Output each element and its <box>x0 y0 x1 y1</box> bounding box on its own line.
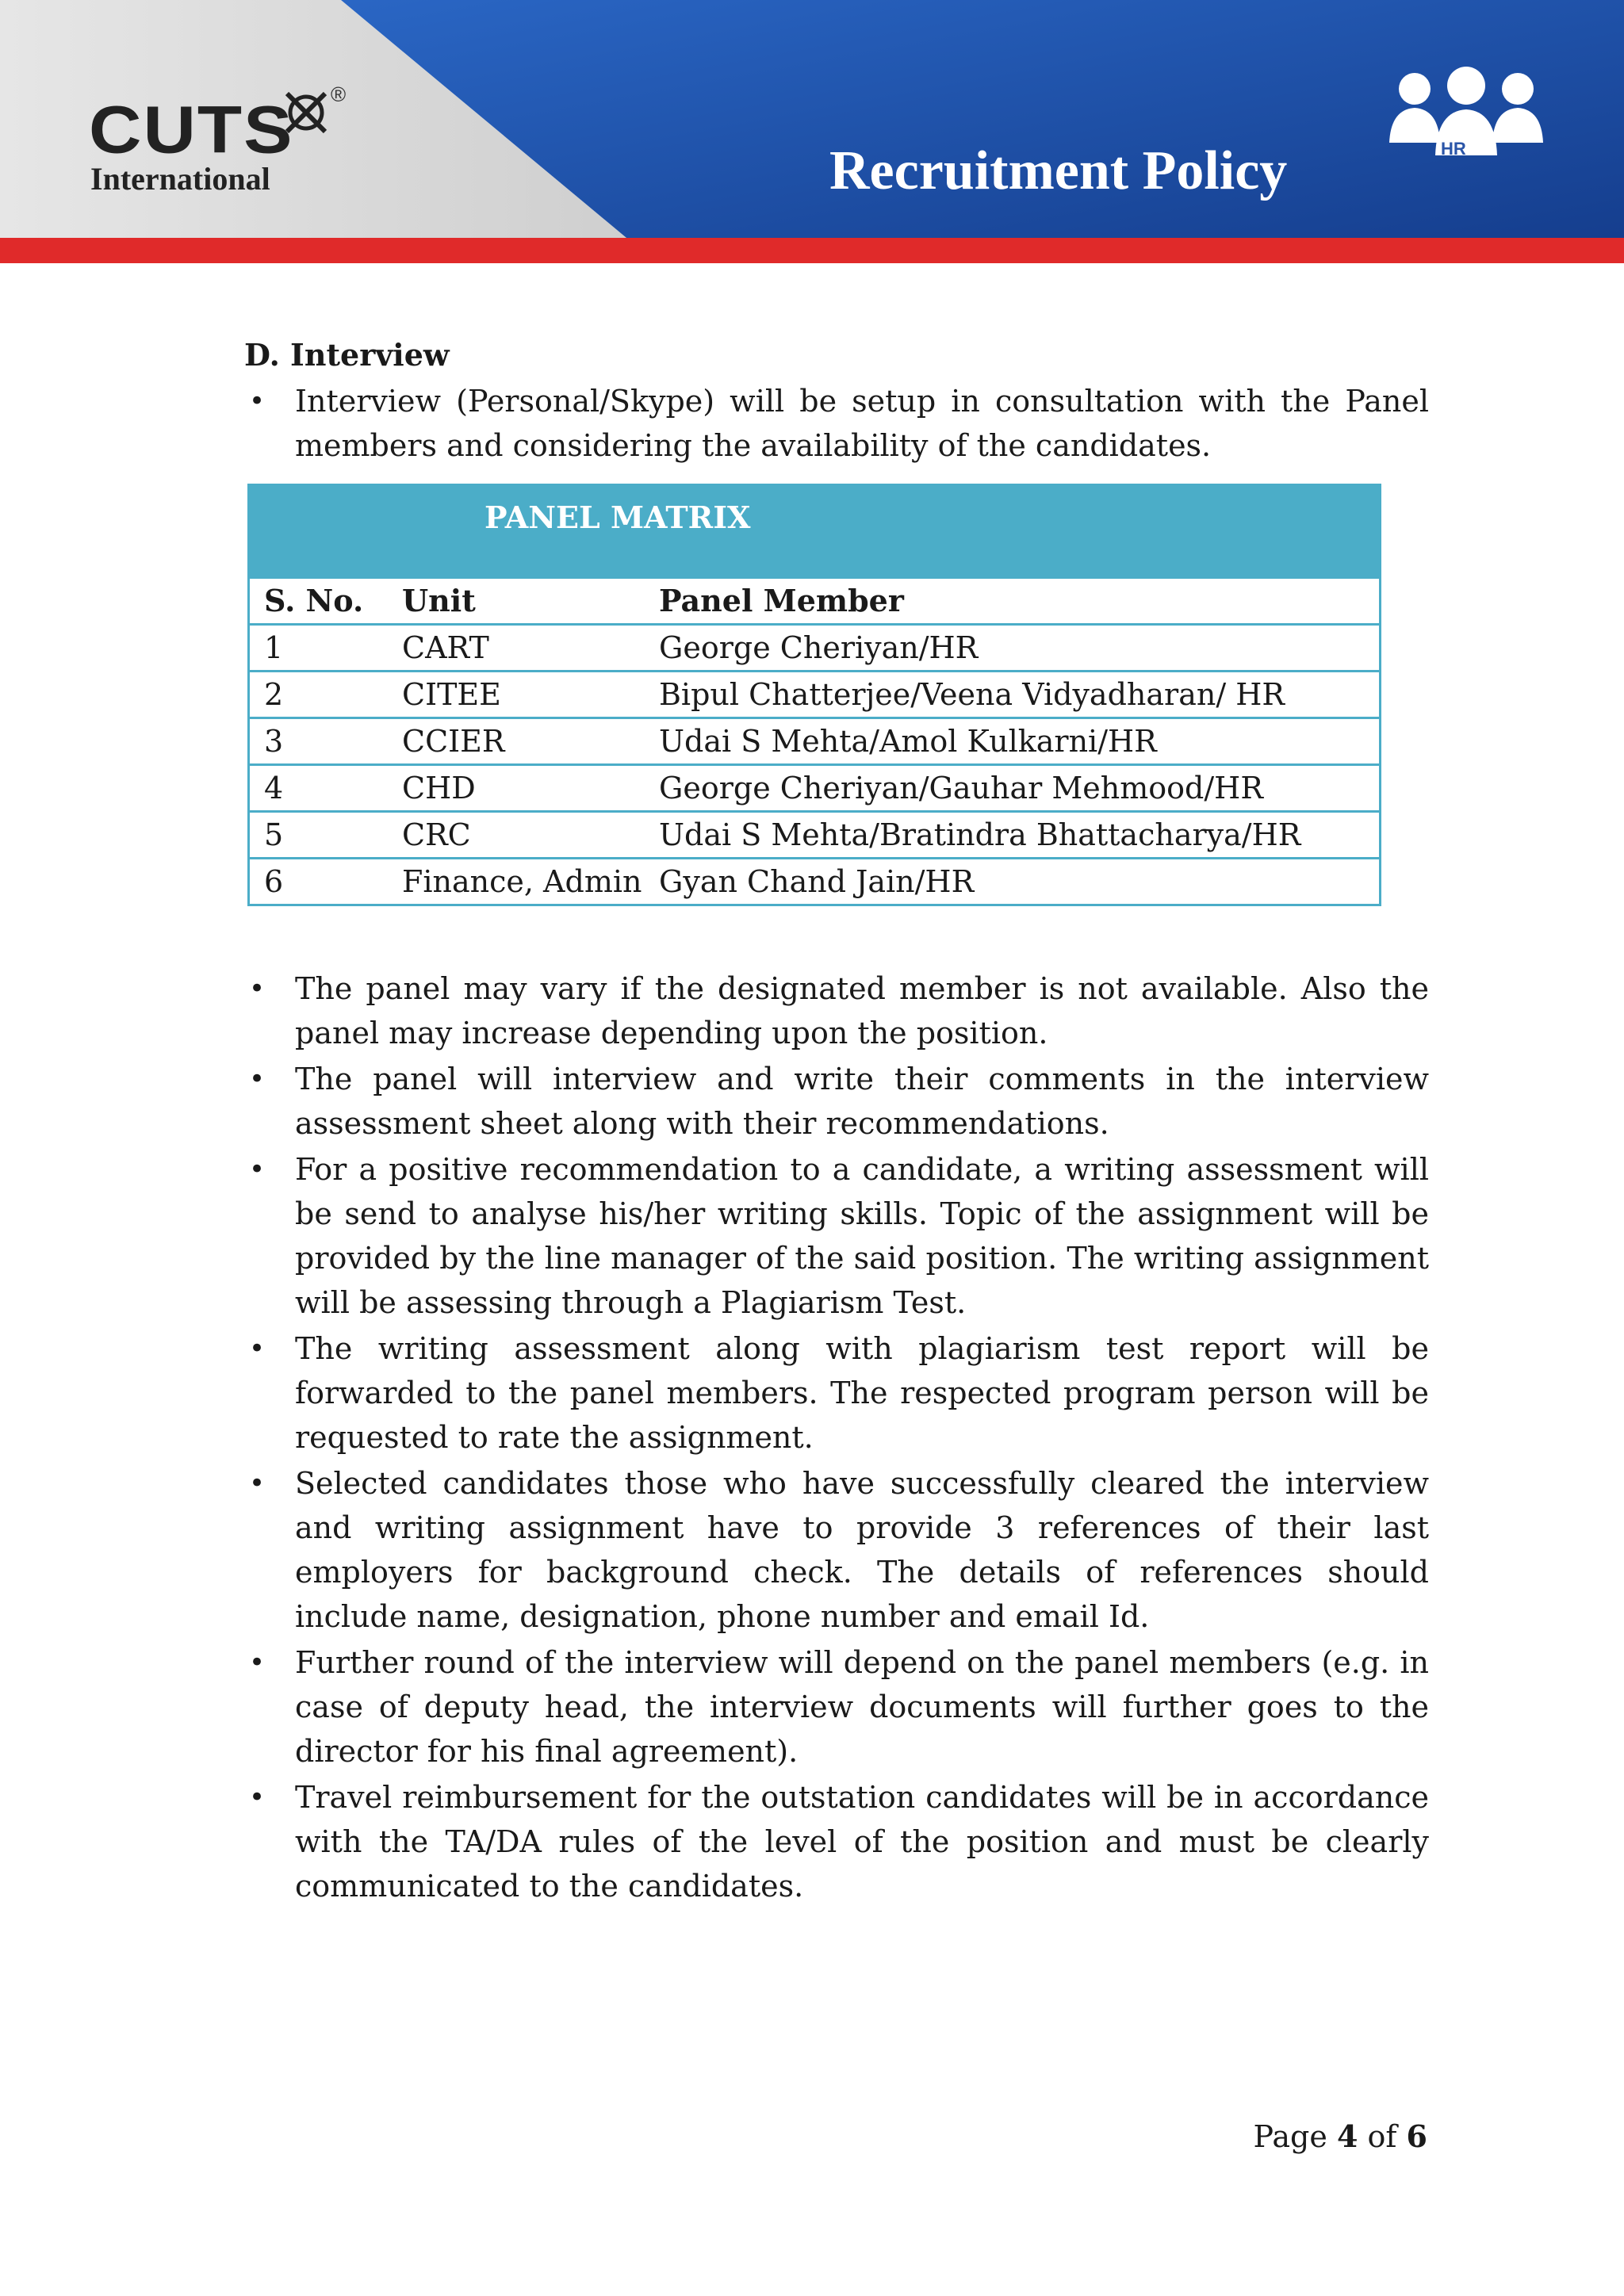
table-row <box>250 672 1379 718</box>
cell-sno: 3 <box>250 718 388 765</box>
cell-panel-member: Udai S Mehta/Bratindra Bhattacharya/HR <box>645 812 1379 859</box>
document-title: Recruitment Policy <box>829 140 1288 201</box>
cell-sno: 5 <box>250 812 388 859</box>
page-content <box>244 333 1429 1910</box>
intro-list <box>244 379 1429 468</box>
list-item <box>244 1461 1429 1639</box>
cell-unit: CHD <box>388 765 645 812</box>
cell-panel-member: Bipul Chatterjee/Veena Vidyadharan/ HR <box>645 672 1379 718</box>
panel-table <box>250 576 1379 904</box>
column-header-sno: S. No. <box>250 578 388 625</box>
bullet-icon: • <box>249 385 266 417</box>
cell-unit: CITEE <box>388 672 645 718</box>
cell-unit: Finance, Admin <box>388 859 645 905</box>
cell-panel-member: Gyan Chand Jain/HR <box>645 859 1379 905</box>
table-row <box>250 765 1379 812</box>
cell-sno: 4 <box>250 765 388 812</box>
panel-matrix-table <box>247 484 1381 906</box>
cell-panel-member: George Cheriyan/HR <box>645 625 1379 672</box>
logo-globe-icon <box>282 89 330 133</box>
page-total: 6 <box>1406 2118 1427 2154</box>
cuts-logo <box>89 82 347 197</box>
cell-panel-member: Udai S Mehta/Amol Kulkarni/HR <box>645 718 1379 765</box>
logo-subtitle: International <box>90 161 270 197</box>
list-item <box>244 1147 1429 1325</box>
bullet-icon: • <box>249 1333 266 1364</box>
page-header <box>0 0 1624 263</box>
table-row <box>250 625 1379 672</box>
cell-sno: 2 <box>250 672 388 718</box>
list-item-text: Selected candidates those who have successfully cleared the interview and writing assignment have to provide 3 references of their last employers for background check. The details of references should include name, designation, phone number and email Id. <box>295 1466 1429 1634</box>
table-row <box>250 812 1379 859</box>
bullet-icon: • <box>249 1781 266 1813</box>
registered-mark: ® <box>331 82 347 106</box>
list-item-text: The panel may vary if the designated member is not available. Also the panel may increase depending upon the position. <box>295 971 1429 1050</box>
list-item-text: The panel will interview and write their comments in the interview assessment sheet along with their recommendations. <box>295 1062 1429 1141</box>
bullet-icon: • <box>249 1063 266 1095</box>
page-of: of <box>1367 2119 1397 2154</box>
list-item-text: Further round of the interview will depend on the panel members (e.g. in case of deputy head, the interview documents will further goes to the director for his final agreement). <box>295 1645 1429 1769</box>
column-header-unit: Unit <box>388 578 645 625</box>
page-prefix: Page <box>1253 2119 1327 2154</box>
list-item-text: The writing assessment along with plagiarism test report will be forwarded to the panel members. The respected program person will be requested to rate the assignment. <box>295 1331 1429 1455</box>
cell-unit: CCIER <box>388 718 645 765</box>
page-number <box>1254 2118 1427 2154</box>
section-heading: D. Interview <box>244 337 450 373</box>
bullet-icon: • <box>249 1647 266 1678</box>
bullet-icon: • <box>249 973 266 1004</box>
page-current: 4 <box>1336 2118 1358 2154</box>
table-header-row <box>250 578 1379 625</box>
column-header-panel-member: Panel Member <box>645 578 1379 625</box>
list-item <box>244 1057 1429 1146</box>
bullet-icon: • <box>249 1468 266 1499</box>
list-item <box>244 1775 1429 1908</box>
list-item <box>244 1326 1429 1460</box>
process-list <box>244 966 1429 1908</box>
hr-icon-label: HR <box>1441 139 1466 159</box>
logo-wordmark: CUTS <box>89 93 294 167</box>
cell-panel-member: George Cheriyan/Gauhar Mehmood/HR <box>645 765 1379 812</box>
table-row <box>250 718 1379 765</box>
panel-matrix-header <box>250 486 1379 576</box>
hr-people-icon <box>1383 62 1549 165</box>
list-item-text: For a positive recommendation to a candidate, a writing assessment will be send to analyse his/her writing skills. Topic of the assignment will be provided by the line manager of the said position. The writing assignment will be assessing through a Plagiarism Test. <box>295 1152 1429 1320</box>
cell-unit: CRC <box>388 812 645 859</box>
panel-matrix-title: PANEL MATRIX <box>485 499 751 535</box>
cell-sno: 1 <box>250 625 388 672</box>
list-item <box>244 1640 1429 1774</box>
list-item <box>244 966 1429 1055</box>
list-item-text: Travel reimbursement for the outstation candidates will be in accordance with the TA/DA rules of the level of the position and must be clearly communicated to the candidates. <box>295 1780 1429 1904</box>
list-item-text: Interview (Personal/Skype) will be setup in consultation with the Panel members and considering the availability of the candidates. <box>295 384 1429 463</box>
cell-unit: CART <box>388 625 645 672</box>
table-row <box>250 859 1379 905</box>
cell-sno: 6 <box>250 859 388 905</box>
list-item <box>244 379 1429 468</box>
bullet-icon: • <box>249 1154 266 1185</box>
